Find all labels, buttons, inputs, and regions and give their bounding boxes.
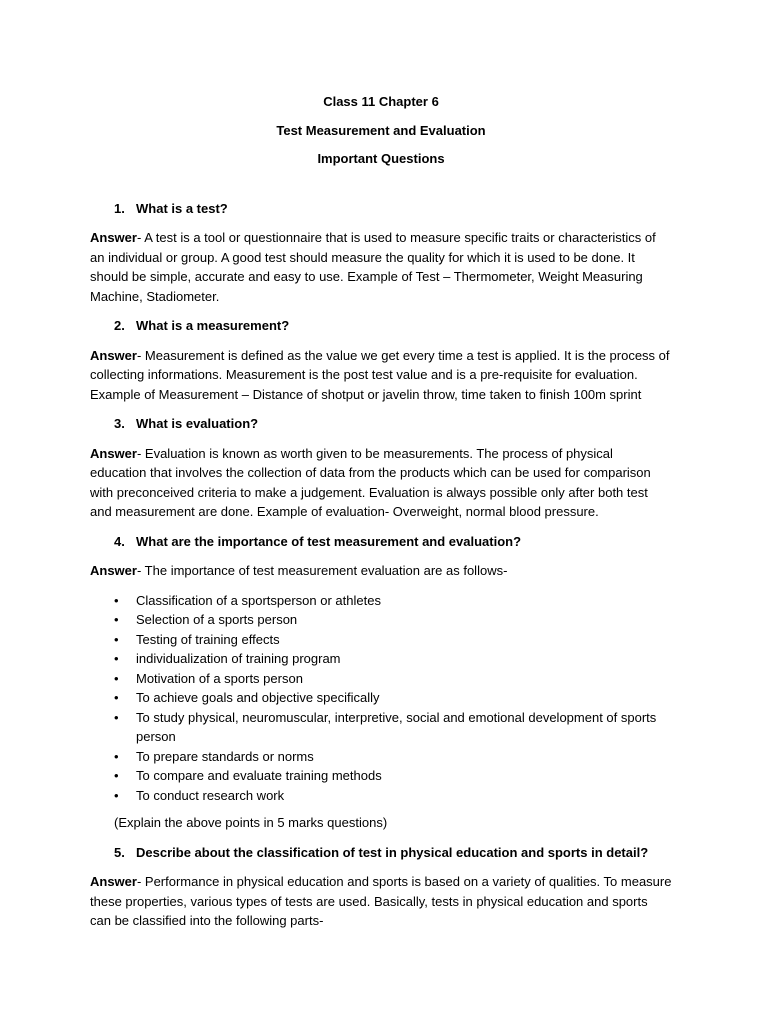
question-text: Describe about the classification of test in physical education and sports in detail? [136,844,649,860]
question-4 [114,532,672,552]
question-text: What is a measurement? [136,318,290,333]
list-item: • To compare and evaluate training methods [90,766,672,786]
answer-5 [90,872,672,931]
answer-text: - Performance in physical education and sports is based on a variety of qualities. To measure these properties, various types of tests are used. Basically, tests in physical education and sports can be classified into the following parts- [90,874,672,928]
answer-4 [90,561,672,581]
doc-subtitle: Important Questions [317,151,445,166]
importance-list [90,591,672,806]
explain-note: (Explain the above points in 5 marks questions) [114,815,388,830]
question-5 [114,843,672,863]
question-3 [114,414,672,434]
question-text: What are the importance of test measurement and evaluation? [136,533,522,549]
question-text: What is a test? [136,200,228,216]
question-number: 2. [114,318,125,333]
list-item: • individualization of training program [90,649,672,669]
answer-label: Answer [90,230,137,245]
question-text: What is evaluation? [136,416,259,431]
list-item: • To achieve goals and objective specifically [90,688,672,708]
answer-text: - The importance of test measurement evaluation are as follows- [136,563,508,578]
question-1 [114,199,672,219]
list-item: • Testing of training effects [90,630,672,650]
answer-1 [90,228,672,306]
doc-class-chapter: Class 11 Chapter 6 [323,94,439,109]
question-2 [114,316,672,336]
question-number: 1. [114,200,125,216]
answer-label: Answer [90,347,137,363]
answer-2 [90,346,672,405]
answer-3 [90,444,672,522]
answer-text: - Evaluation is known as worth given to be measurements. The process of physical education that involves the collection of data from the products which can be used for comparison with preconceived criteria to make a judgement. Evaluation is always possible only after both test and measurement are done. Example of evaluation- Overweight, normal blood pressure. [90,445,651,519]
answer-text: - A test is a tool or questionnaire that is used to measure specific traits or characteristics of an individual or group. A good test should measure the quality for which it is used to be done. It should be simple, accurate and easy to use. Example of Test – Thermometer, Weight Measuring Machine, Stadiometer. [90,230,656,304]
answer-label: Answer [90,874,137,889]
list-item: • To prepare standards or norms [90,747,672,767]
answer-text: - Measurement is defined as the value we get every time a test is applied. It is the process of collecting informations. Measurement is the post test value and is a pre-requisite for evaluation. Example of Measurement – Distance of shotput or javelin throw, time taken to finish 100m sprint [90,347,670,402]
list-item: • Selection of a sports person [90,610,672,630]
question-number: 4. [114,533,125,549]
doc-title: Test Measurement and Evaluation [276,122,486,138]
list-item: • To study physical, neuromuscular, interpretive, social and emotional development of sports person [90,708,672,747]
list-item: • To conduct research work [90,786,672,806]
list-item: • Classification of a sportsperson or athletes [90,591,672,611]
answer-label: Answer [90,563,137,578]
question-number: 3. [114,416,125,431]
answer-label: Answer [90,445,137,461]
question-number: 5. [114,844,125,860]
list-item: • Motivation of a sports person [90,669,672,689]
